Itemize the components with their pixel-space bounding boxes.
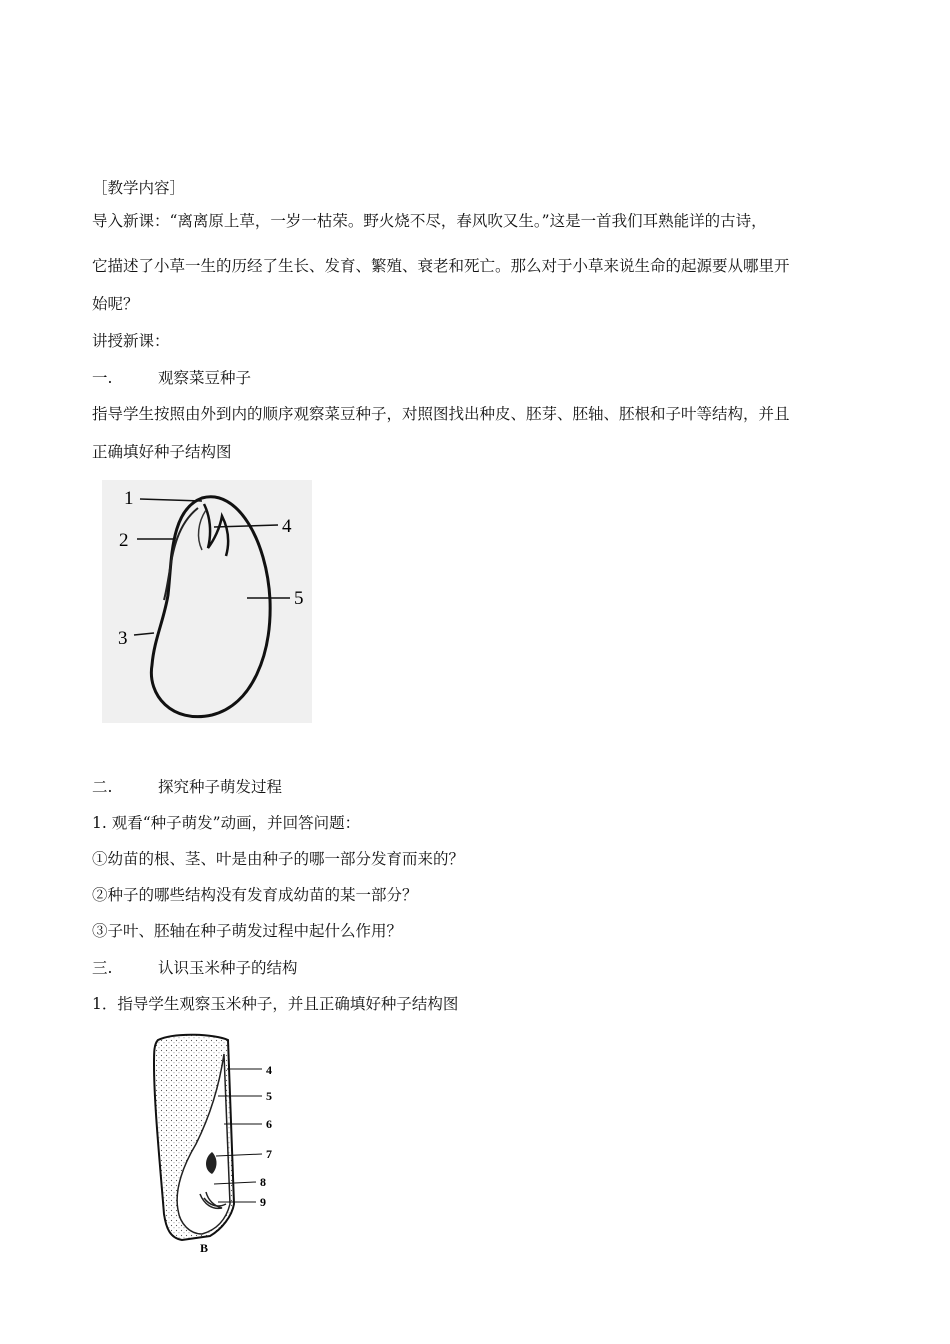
intro-line-2: 它描述了小草一生的历经了生长、发育、繁殖、衰老和死亡。那么对于小草来说生命的起源要从哪里开	[92, 257, 790, 275]
intro-line-3: 始呢？	[92, 295, 139, 313]
corn-label-7: 7	[266, 1147, 272, 1161]
bean-label-4: 4	[282, 516, 292, 537]
part3-item-1: 1．指导学生观察玉米种子，并且正确填好种子结构图	[92, 995, 459, 1013]
part3-number: 三.	[92, 959, 113, 977]
part2-title: 探究种子萌发过程	[158, 778, 283, 796]
part3-heading	[92, 958, 298, 978]
bean-seed-figure	[102, 480, 317, 725]
corn-label-4: 4	[266, 1063, 272, 1077]
corn-label-9: 9	[260, 1195, 266, 1209]
part1-title: 观察菜豆种子	[158, 369, 252, 387]
part2-heading	[92, 777, 282, 797]
bean-label-3: 3	[118, 628, 128, 649]
part2-question-1: ①幼苗的根、茎、叶是由种子的哪一部分发育而来的？	[92, 850, 465, 868]
intro-line-1: 导入新课：“离离原上草，一岁一枯荣。野火烧不尽，春风吹又生。”这是一首我们耳熟能详的古诗，	[92, 212, 767, 230]
lecture-label: 讲授新课：	[92, 332, 170, 350]
part2-item-1: 1. 观看“种子萌发”动画，并回答问题：	[92, 814, 361, 832]
part1-desc-line-2: 正确填好种子结构图	[92, 443, 232, 461]
corn-figure-caption: B	[200, 1241, 209, 1255]
part2-number: 二.	[92, 778, 113, 796]
corn-label-6: 6	[266, 1117, 272, 1131]
corn-label-8: 8	[260, 1175, 266, 1189]
part1-number: 一.	[92, 369, 113, 387]
corn-seed-figure	[130, 1024, 330, 1264]
part2-question-3: ③子叶、胚轴在种子萌发过程中起什么作用？	[92, 922, 403, 940]
part1-desc-line-1: 指导学生按照由外到内的顺序观察菜豆种子，对照图找出种皮、胚芽、胚轴、胚根和子叶等结构，并且	[92, 405, 790, 423]
part3-title: 认识玉米种子的结构	[158, 959, 298, 977]
bean-label-1: 1	[124, 488, 134, 509]
bean-label-2: 2	[119, 530, 129, 551]
part1-heading	[92, 368, 251, 388]
part2-question-2: ②种子的哪些结构没有发育成幼苗的某一部分？	[92, 886, 418, 904]
section-label: ［教学内容］	[92, 179, 186, 197]
corn-label-5: 5	[266, 1089, 272, 1103]
bean-label-5: 5	[294, 588, 304, 609]
